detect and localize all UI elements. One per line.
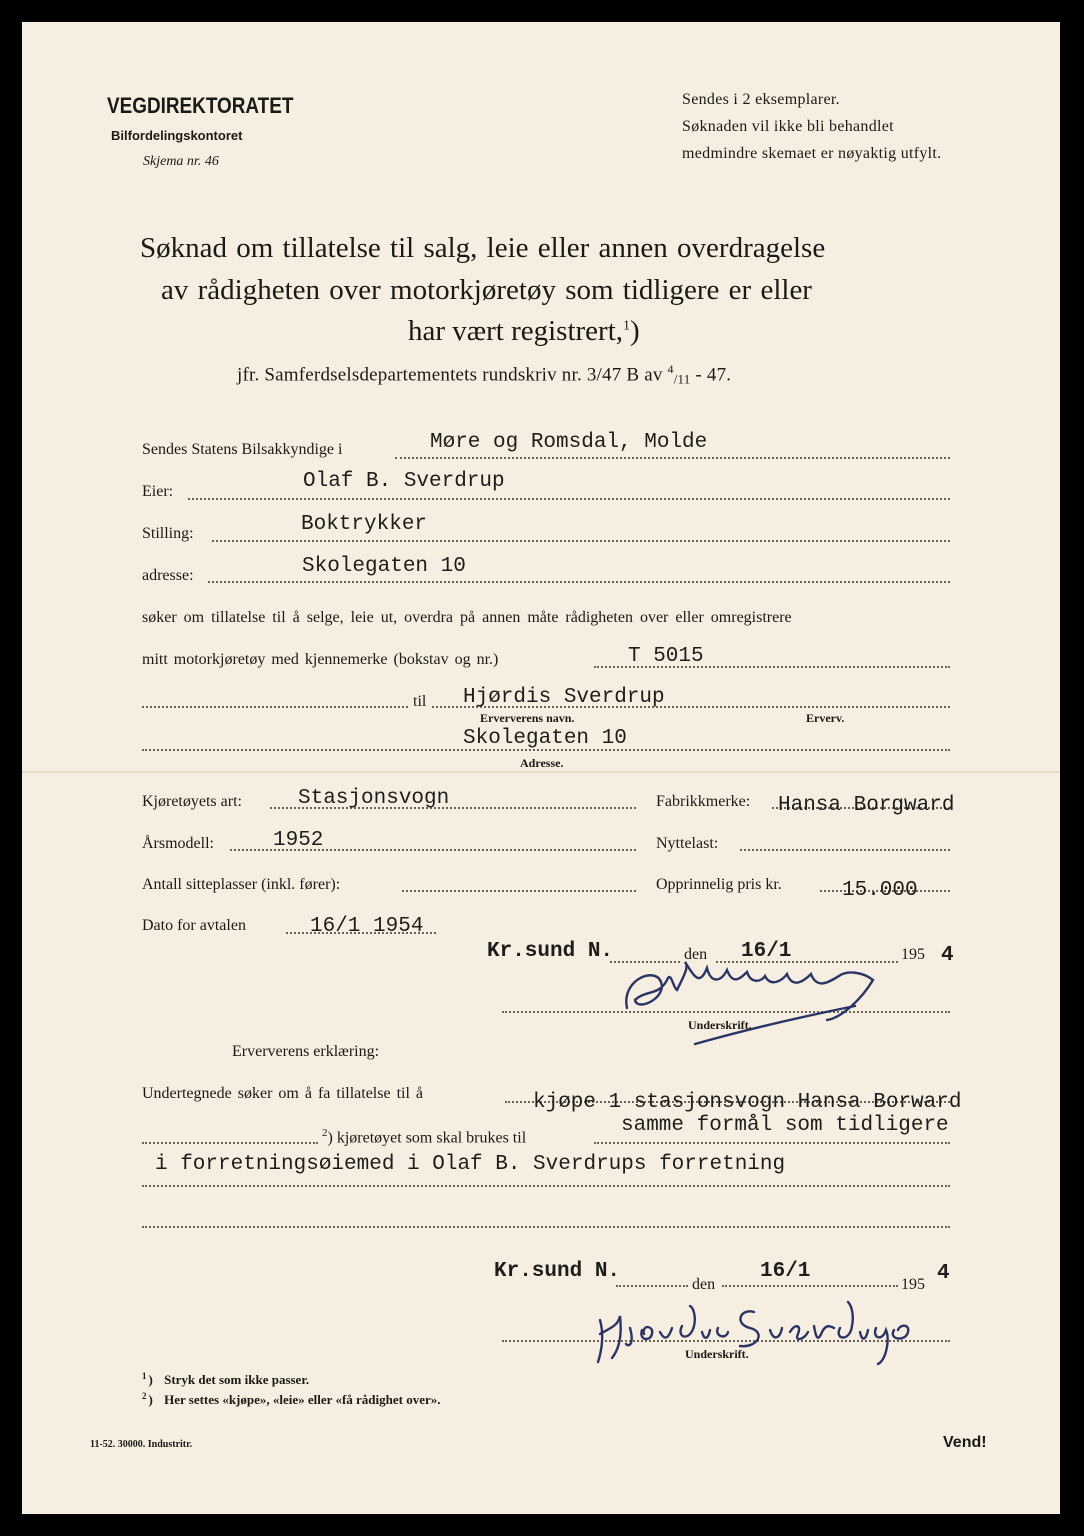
sendes-label: Sendes Statens Bilsakkyndige i: [142, 441, 343, 458]
owner-signature-caption: Underskrift.: [688, 1018, 752, 1032]
declaration-text-2: [322, 1127, 526, 1147]
owner-den-label: den: [684, 946, 708, 963]
erverver-name-caption: Erververens navn.: [480, 711, 575, 725]
owner-sign-date[interactable]: 16/1: [741, 940, 792, 963]
fabrikk-label: Fabrikkmerke:: [656, 793, 751, 810]
declaration-value-2[interactable]: samme formål som tidligere: [621, 1114, 949, 1137]
buyer-year-prefix: 195: [901, 1276, 925, 1293]
dato-label: Dato for avtalen: [142, 917, 246, 934]
owner-sign-place[interactable]: Kr.sund N.: [487, 940, 614, 963]
owner-year-prefix: 195: [901, 946, 925, 963]
sitteplasser-line: [402, 890, 636, 892]
declaration-footnote-ref: 2: [322, 1127, 328, 1139]
footnote-2-mark: 2: [142, 1391, 147, 1401]
kjennemerke-value[interactable]: T 5015: [628, 645, 704, 668]
title-footnote-mark: 1: [623, 318, 631, 334]
address-caption: Adresse.: [520, 756, 564, 770]
note-line-1: Sendes i 2 eksemplarer.: [682, 91, 840, 108]
sendes-line: [395, 457, 950, 459]
til-label: til: [413, 693, 427, 710]
erverver-name-value[interactable]: Hjørdis Sverdrup: [463, 686, 665, 709]
art-value[interactable]: Stasjonsvogn: [298, 787, 450, 810]
sendes-value[interactable]: Møre og Romsdal, Molde: [430, 431, 708, 454]
office-name: Bilfordelingskontoret: [111, 128, 243, 143]
footnote-2-text: Her settes «kjøpe», «leie» eller «få rådighet over».: [164, 1392, 441, 1408]
buyer-sign-date[interactable]: 16/1: [760, 1260, 811, 1283]
declaration-line-4: [142, 1226, 950, 1228]
footnote-1: $^1$ ) Stryk det som ikke passer.: [142, 1371, 310, 1388]
til-line-left: [142, 706, 408, 708]
declaration-line-2-right: [594, 1142, 950, 1144]
eier-label: Eier:: [142, 483, 174, 500]
buyer-handwritten-signature: [590, 1298, 930, 1368]
stilling-label: Stilling:: [142, 525, 194, 542]
owner-handwritten-signature: [615, 960, 895, 1050]
title-line-3-text: har vært registrert,: [408, 315, 624, 347]
buyer-sign-place[interactable]: Kr.sund N.: [494, 1260, 621, 1283]
erverv-caption: Erverv.: [806, 711, 845, 725]
arsmodell-value[interactable]: 1952: [273, 829, 324, 852]
buyer-signature-stroke: [598, 1302, 908, 1364]
stilling-line: [212, 540, 950, 542]
declaration-value-1[interactable]: kjøpe 1 stasjonsvogn Hansa Borward: [533, 1091, 962, 1114]
title-line-2: av rådigheten over motorkjøretøy som tidligere er eller: [161, 274, 812, 306]
buyer-place-line: [616, 1285, 688, 1287]
dato-value[interactable]: 16/1 1954: [310, 915, 424, 938]
eier-line: [188, 498, 950, 500]
form-number: Skjema nr. 46: [143, 154, 219, 169]
owner-year-digit[interactable]: 4: [941, 944, 954, 967]
stilling-value[interactable]: Boktrykker: [301, 513, 428, 536]
adresse-value[interactable]: Skolegaten 10: [302, 555, 466, 578]
erverver-address-value[interactable]: Skolegaten 10: [463, 727, 627, 750]
declaration-line-3: [142, 1185, 950, 1187]
vend-label: Vend!: [943, 1434, 987, 1451]
arsmodell-label: Årsmodell:: [142, 835, 214, 852]
title-subtitle: [237, 362, 731, 387]
art-label: Kjøretøyets art:: [142, 793, 242, 810]
declaration-value-3[interactable]: i forretningsøiemed i Olaf B. Sverdrups forretning: [155, 1153, 786, 1176]
adresse-line: [208, 581, 950, 583]
nyttelast-line: [740, 849, 950, 851]
fold-line: [22, 771, 1060, 773]
subtitle-sub: /11: [673, 371, 691, 387]
note-line-2: Søknaden vil ikke bli behandlet: [682, 118, 894, 135]
title-line-1: Søknad om tillatelse til salg, leie eller annen overdragelse: [140, 232, 826, 264]
footnote-1-text: Stryk det som ikke passer.: [164, 1372, 310, 1388]
footnote-1-mark: 1: [142, 1371, 147, 1381]
declaration-heading: Erververens erklæring:: [232, 1043, 380, 1060]
org-name: VEGDIREKTORATET: [107, 93, 294, 118]
print-info: 11-52. 30000. Industritr.: [90, 1439, 193, 1450]
nyttelast-label: Nyttelast:: [656, 835, 719, 852]
sitteplasser-label: Antall sitteplasser (inkl. fører):: [142, 876, 341, 893]
subtitle-end: - 47.: [690, 364, 732, 386]
buyer-year-digit[interactable]: 4: [937, 1262, 950, 1285]
application-text-1: søker om tillatelse til å selge, leie ut, overdra på annen måte rådigheten over eller omregistrere: [142, 609, 792, 626]
footnote-2: $^2$ ) Her settes «kjøpe», «leie» eller «få rådighet over».: [142, 1391, 441, 1408]
title-close-paren: ): [630, 315, 640, 347]
eier-value[interactable]: Olaf B. Sverdrup: [303, 470, 505, 493]
subtitle-text: jfr. Samferdselsdepartementets rundskriv nr. 3/47 B av: [237, 364, 668, 386]
pris-label: Opprinnelig pris kr.: [656, 876, 782, 893]
subtitle-sup: 4: [667, 362, 674, 376]
declaration-line-2-left: [142, 1142, 318, 1144]
declaration-text: Undertegnede søker om å fa tillatelse til å: [142, 1085, 424, 1102]
application-text-2: mitt motorkjøretøy med kjennemerke (bokstav og nr.): [142, 651, 499, 668]
declaration-text-2-body: ) kjøretøyet som skal brukes til: [327, 1129, 527, 1147]
note-line-3: medmindre skemaet er nøyaktig utfylt.: [682, 145, 942, 162]
fabrikk-value[interactable]: Hansa Borgward: [778, 794, 955, 817]
buyer-signature-caption: Underskrift.: [685, 1347, 749, 1361]
pris-value[interactable]: 15.000: [842, 879, 918, 902]
adresse-label: adresse:: [142, 567, 194, 584]
title-line-3: [408, 315, 640, 348]
buyer-den-label: den: [692, 1276, 716, 1293]
buyer-date-line: [722, 1285, 898, 1287]
